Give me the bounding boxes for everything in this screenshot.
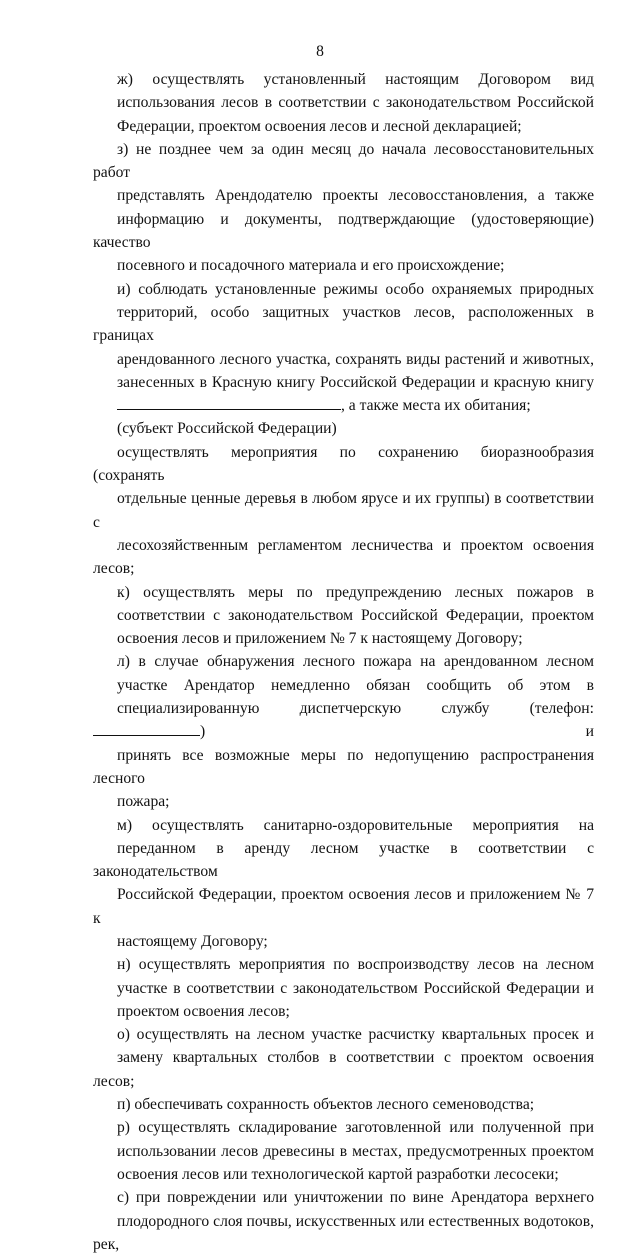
text-line: проектом освоения лесов; xyxy=(117,1002,290,1020)
text-line: лесохозяйственным регламентом лесничества и проектом освоения лесов; xyxy=(93,536,594,578)
text-line: з) не позднее чем за один месяц до начала лесовосстановительных работ xyxy=(93,140,594,182)
page-number: 8 xyxy=(316,43,324,60)
text-fragment: ) и xyxy=(200,723,594,741)
phone-blank xyxy=(93,722,200,736)
text-line: к) осуществлять меры по предупреждению лесных пожаров в xyxy=(117,583,594,601)
red-book-subject-blank xyxy=(117,396,341,410)
clause-m xyxy=(93,814,594,954)
text-line xyxy=(93,697,594,744)
text-line: представлять Арендодателю проекты лесовосстановления, а также xyxy=(117,187,594,205)
text-line: освоения лесов или технологической картой разработки лесосеки; xyxy=(117,1165,559,1183)
subject-caption: (субъект Российской Федерации) xyxy=(117,420,337,438)
text-line: Российской Федерации, проектом освоения лесов и приложением № 7 к xyxy=(93,886,594,927)
clause-r xyxy=(93,1116,594,1186)
text-line: арендованного лесного участка, сохранять виды растений и животных, xyxy=(117,350,594,368)
text-line: и) соблюдать установленные режимы особо охраняемых природных xyxy=(117,280,594,298)
clause-z xyxy=(93,138,594,278)
text-line: замену квартальных столбов в соответствии с проектом освоения лесов; xyxy=(93,1049,594,1090)
text-line: посевного и посадочного материала и его происхождение; xyxy=(117,257,505,275)
text-line: пожара; xyxy=(117,793,170,811)
text-line: переданном в аренду лесном участке в соответствии с законодательством xyxy=(93,839,594,881)
text-line: принять все возможные меры по недопущению распространения лесного xyxy=(93,746,594,787)
clause-p xyxy=(93,1093,594,1116)
text-line: участке в соответствии с законодательством Российской Федерации и xyxy=(117,979,594,997)
text-line: информацию и документы, подтверждающие (удостоверяющие) качество xyxy=(93,210,594,252)
text-line: использовании лесов древесины в местах, предусмотренных проектом xyxy=(117,1142,594,1160)
clause-o xyxy=(93,1023,594,1093)
clause-k xyxy=(93,581,594,651)
document-body xyxy=(93,68,594,1256)
text-line: занесенных в Красную книгу Российской Федерации и красную книгу xyxy=(117,373,594,391)
clause-biodiversity xyxy=(93,441,594,581)
text-line: соответствии с законодательством Российской Федерации, проектом xyxy=(117,606,594,624)
text-line: настоящему Договору; xyxy=(117,932,268,950)
clause-l xyxy=(93,650,594,813)
text-fragment: специализированную диспетчерскую службу (телефон: xyxy=(117,700,594,718)
text-line: плодородного слоя почвы, искусственных или естественных водотоков, рек, xyxy=(93,1212,594,1253)
text-line: участке Арендатор немедленно обязан сообщить об этом в xyxy=(117,676,594,694)
clause-n xyxy=(93,953,594,1023)
text-line: ж) осуществлять установленный настоящим Договором вид xyxy=(117,71,594,88)
text-line: н) осуществлять мероприятия по воспроизводству лесов на лесном xyxy=(117,956,594,974)
text-line: территорий, особо защитных участков лесов, расположенных в границах xyxy=(93,303,594,345)
text-line: п) обеспечивать сохранность объектов лесного семеноводства; xyxy=(117,1096,535,1114)
text-line: с) при повреждении или уничтожении по вине Арендатора верхнего xyxy=(117,1189,594,1207)
text-line: о) осуществлять на лесном участке расчистку квартальных просек и xyxy=(117,1026,594,1044)
text-line: отдельные ценные деревья в любом ярусе и их группы) в соответствии с xyxy=(93,490,594,531)
clause-zh xyxy=(93,68,594,138)
text-fragment: , а также места их обитания; xyxy=(341,397,531,415)
text-line xyxy=(93,394,594,417)
text-line: м) осуществлять санитарно-оздоровительные мероприятия на xyxy=(117,816,594,834)
clause-i xyxy=(93,278,594,441)
text-line: р) осуществлять складирование заготовленной или полученной при xyxy=(117,1119,594,1137)
text-line: освоения лесов и приложением № 7 к настоящему Договору; xyxy=(117,630,523,648)
text-line: л) в случае обнаружения лесного пожара на арендованном лесном xyxy=(117,653,594,671)
text-line: Федерации, проектом освоения лесов и лесной декларацией; xyxy=(117,117,522,135)
clause-s xyxy=(93,1186,594,1256)
text-line: использования лесов в соответствии с законодательством Российской xyxy=(117,94,594,112)
text-line: осуществлять мероприятия по сохранению биоразнообразия (сохранять xyxy=(93,443,594,485)
